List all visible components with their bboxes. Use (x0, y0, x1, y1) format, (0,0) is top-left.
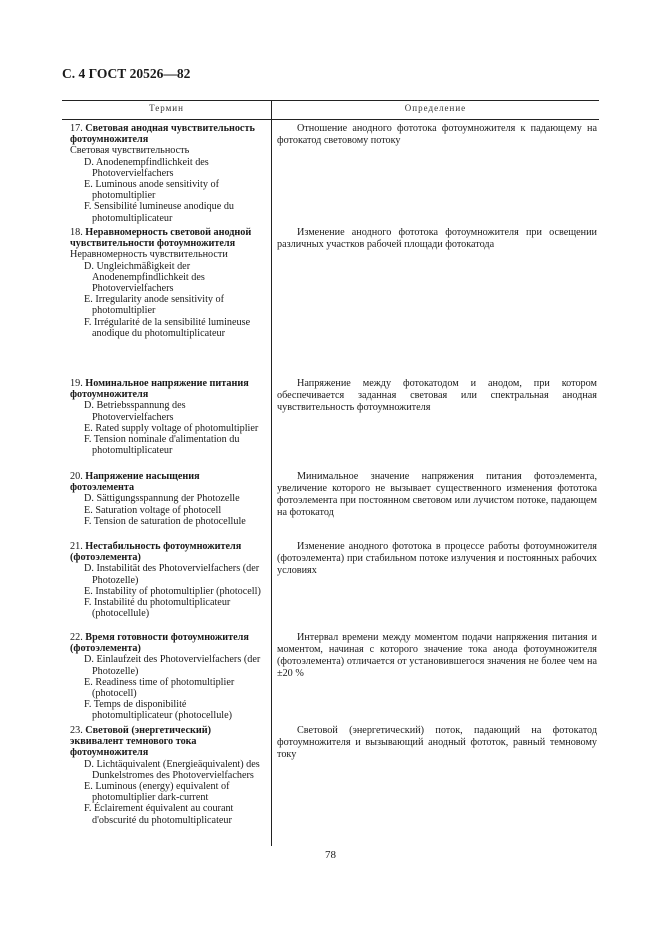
term-entry-18 (70, 227, 266, 339)
term-title: Световая анодная чувствительность фотоумножителя (70, 123, 255, 146)
definition-23: Световой (энергетический) поток, падающий на фотокатод фотоумножителя и вызывающий анодный фототок, равный темновому току (277, 725, 597, 760)
definition-20: Минимальное значение напряжения питания фотоэлемента, увеличение которого не вызывает существенного изменения фототока фотоэлемента при постоянном световом или лучистом потоке, падающем на фотокатод (277, 471, 597, 518)
term-german: D. Lichtäquivalent (Energieäquivalent) des Dunkelstromes des Photovervielfachers (84, 758, 260, 781)
term-title: Нестабильность фотоумножителя (фотоэлемента) (70, 541, 242, 564)
term-german: D. Sättigungsspannung der Photozelle (84, 493, 240, 505)
term-entry-23 (70, 725, 266, 826)
term-entry-22 (70, 632, 266, 722)
term-french: F. Éclairement équivalent au courant d'obscurité du photomultiplicateur (84, 803, 234, 826)
term-entry-20 (70, 471, 266, 527)
definition-21: Изменение анодного фототока в процессе работы фотоумножителя (фотоэлемента) при стабильном потоке излучения и постоянных рабочих условиях (277, 541, 597, 576)
term-entry-21 (70, 541, 266, 619)
term-german: D. Instabilität des Photovervielfachers (der Photozelle) (84, 563, 260, 586)
term-english: E. Saturation voltage of photocell (84, 504, 222, 516)
entry-number: 21. (70, 541, 83, 552)
term-french: F. Temps de disponibilité photomultiplicateur (photocellule) (84, 699, 233, 722)
term-french: F. Tension nominale d'alimentation du photomultiplicateur (84, 434, 240, 457)
term-title: Номинальное напряжение питания фотоумножителя (70, 378, 249, 401)
term-title: Время готовности фотоумножителя (фотоэлемента) (70, 632, 249, 655)
term-german: D. Betriebsspannung des Photovervielfachers (84, 400, 186, 423)
term-english: E. Instability of photomultiplier (photocell) (84, 585, 261, 597)
definition-17: Отношение анодного фототока фотоумножителя к падающему на фотокатод световому потоку (277, 123, 597, 146)
term-german: D. Anodenempfindlichkeit des Photovervielfachers (84, 156, 209, 179)
header-bottom-rule (62, 119, 599, 120)
term-synonym: Световая чувствительность (70, 145, 190, 157)
term-german: D. Ungleichmäßigkeit der Anodenempfindlichkeit des Photovervielfachers (84, 260, 205, 295)
column-divider (271, 100, 272, 846)
term-english: E. Luminous (energy) equivalent of photomultiplier dark-current (84, 781, 230, 804)
term-english: E. Luminous anode sensitivity of photomultiplier (84, 179, 219, 202)
definition-22: Интервал времени между моментом подачи напряжения питания и моментом, начиная с которого значение тока анода фотоумножителя (фотоэлемента) отличается от установившегося значения не более чем на ±20 % (277, 632, 597, 679)
entry-number: 23. (70, 725, 83, 736)
term-entry-17 (70, 123, 266, 224)
term-french: F. Sensibilité lumineuse anodique du photomultiplicateur (84, 201, 235, 224)
term-english: E. Rated supply voltage of photomultiplier (84, 422, 259, 434)
definition-19: Напряжение между фотокатодом и анодом, при котором обеспечивается заданная световая или спектральная анодная чувствительность фотоумножителя (277, 378, 597, 413)
entry-number: 19. (70, 378, 83, 389)
term-english: E. Irregularity anode sensitivity of photomultiplier (84, 294, 225, 317)
entry-number: 18. (70, 227, 83, 238)
term-french: F. Irrégularité de la sensibilité lumineuse anodique du photomultiplicateur (84, 316, 251, 339)
entry-number: 17. (70, 123, 83, 134)
page-number: 78 (325, 849, 336, 861)
term-title: Световой (энергетический) эквивалент темнового тока фотоумножителя (70, 725, 211, 759)
term-synonym: Неравномерность чувствительности (70, 249, 228, 261)
term-french: F. Instabilité du photomultiplicateur (photocellule) (84, 597, 231, 620)
page-header: С. 4 ГОСТ 20526—82 (62, 66, 191, 81)
definition-18: Изменение анодного фототока фотоумножителя при освещении различных участков рабочей площади фотокатода (277, 227, 597, 250)
term-english: E. Readiness time of photomultiplier (photocell) (84, 676, 235, 700)
table-top-rule (62, 100, 599, 101)
term-entry-19 (70, 378, 266, 456)
entry-number: 20. (70, 471, 83, 482)
term-german: D. Einlaufzeit des Photovervielfachers (der Photozelle) (84, 654, 261, 677)
term-french: F. Tension de saturation de photocellule (84, 515, 246, 527)
term-title: Неравномерность световой анодной чувствительности фотоумножителя (70, 227, 252, 250)
entry-number: 22. (70, 632, 83, 643)
column-header-term: Термин (149, 103, 184, 113)
term-title: Напряжение насыщения фотоэлемента (70, 471, 200, 494)
column-header-definition: Определение (404, 103, 467, 113)
